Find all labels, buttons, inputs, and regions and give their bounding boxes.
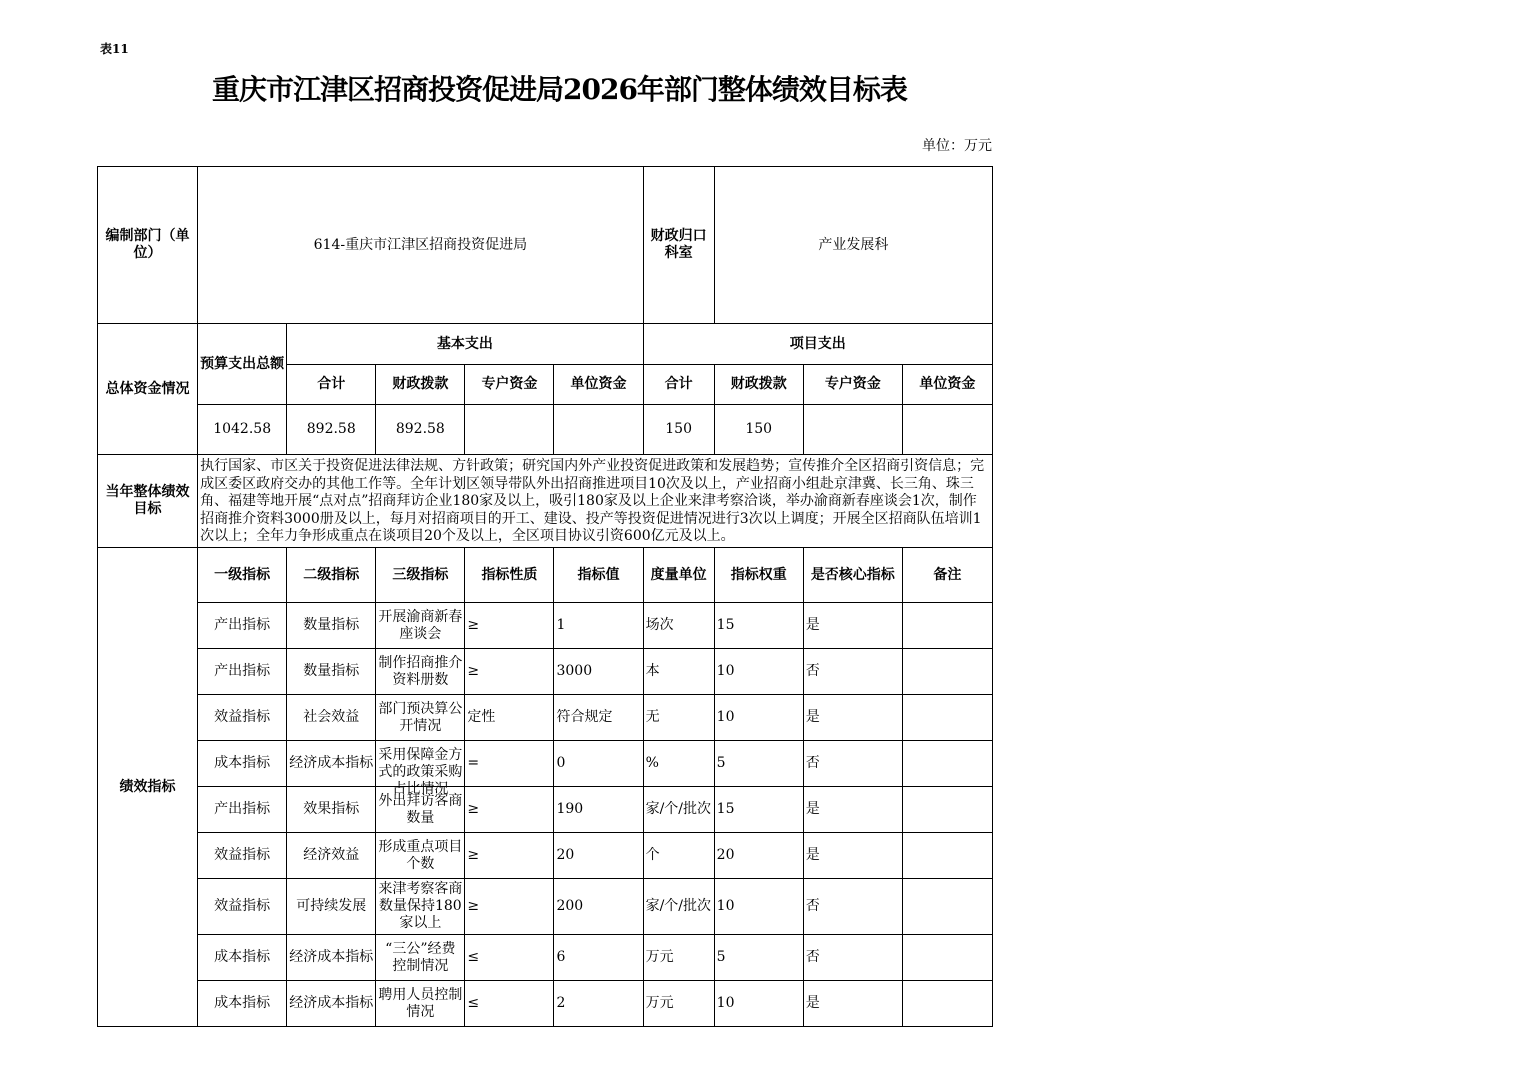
annual-goal-text: 执行国家、市区关于投资促进法律法规、方针政策；研究国内外产业投资促进政策和发展趋势；宣传推介全区招商引资信息；完成区委区政府交办的其他工作等。全年计划区领导带队外出招商推进项目10次及以上，产业招商小组赴京津冀、长三角、珠三角、福建等地开展“点对点”招商拜访企业180家及以上，吸引180家及以上企业来津考察洽谈，举办渝商新春座谈会1次，制作招商推介资料3000册及以上，每月对招商项目的开工、建设、投产等投资促进情况进行3次以上调度；开展全区招商队伍培训1次以上；全年力争形成重点在谈项目20个及以上，全区项目协议引资600亿元及以上。 xyxy=(198,455,993,548)
core-cell: 是 xyxy=(803,787,902,833)
level1-cell: 效益指标 xyxy=(198,695,287,741)
nature-cell: ≥ xyxy=(465,833,554,879)
unit-cell: 万元 xyxy=(643,981,714,1027)
level1-cell: 产出指标 xyxy=(198,649,287,695)
project-special-account-header: 专户资金 xyxy=(803,365,902,405)
value-cell: 190 xyxy=(554,787,643,833)
value-cell: 200 xyxy=(554,879,643,935)
nature-cell: ≥ xyxy=(465,879,554,935)
finance-dept-value-cell: 产业发展科 xyxy=(714,167,992,324)
project-total-value: 150 xyxy=(643,405,714,455)
table-row xyxy=(98,833,993,879)
level3-cell xyxy=(376,649,465,695)
core-cell: 否 xyxy=(803,879,902,935)
level1-cell: 成本指标 xyxy=(198,981,287,1027)
level3-cell xyxy=(376,787,465,833)
dept-value-cell: 614-重庆市江津区招商投资促进局 xyxy=(198,167,643,324)
weight-cell: 15 xyxy=(714,787,803,833)
remarks-cell xyxy=(902,833,992,879)
level1-cell: 产出指标 xyxy=(198,787,287,833)
nature-cell: ≥ xyxy=(465,603,554,649)
level3-text: 部门预决算公开情况 xyxy=(378,700,463,734)
unit-cell: % xyxy=(643,741,714,787)
level1-cell: 效益指标 xyxy=(198,833,287,879)
remarks-cell xyxy=(902,695,992,741)
weight-cell: 10 xyxy=(714,879,803,935)
project-unit-funds-header: 单位资金 xyxy=(902,365,992,405)
level1-cell: 效益指标 xyxy=(198,879,287,935)
unit-label: 单位：万元 xyxy=(922,138,992,154)
level3-text: 开展渝商新春座谈会 xyxy=(378,608,463,642)
core-cell: 是 xyxy=(803,695,902,741)
basic-total-header: 合计 xyxy=(287,365,376,405)
level3-text: 聘用人员控制情况 xyxy=(378,986,463,1020)
value-cell: 6 xyxy=(554,935,643,981)
level3-cell xyxy=(376,981,465,1027)
level3-text: 制作招商推介资料册数 xyxy=(378,654,463,688)
level3-text: 外出拜访客商数量 xyxy=(378,792,463,826)
basic-appropriation-header: 财政拨款 xyxy=(376,365,465,405)
measure-unit-header: 度量单位 xyxy=(643,548,714,603)
remarks-header: 备注 xyxy=(902,548,992,603)
table-row xyxy=(98,981,993,1027)
project-appropriation-header: 财政拨款 xyxy=(714,365,803,405)
project-expense-header: 项目支出 xyxy=(643,324,992,365)
level3-cell xyxy=(376,603,465,649)
level2-cell: 效果指标 xyxy=(287,787,376,833)
level3-cell: 来津考察客商数量保持180家以上 xyxy=(376,879,465,935)
level2-cell: 经济效益 xyxy=(287,833,376,879)
level1-cell: 成本指标 xyxy=(198,741,287,787)
weight-cell: 20 xyxy=(714,833,803,879)
value-cell: 符合规定 xyxy=(554,695,643,741)
table-row xyxy=(98,741,993,787)
weight-cell: 5 xyxy=(714,741,803,787)
unit-cell: 万元 xyxy=(643,935,714,981)
level2-indicator-header: 二级指标 xyxy=(287,548,376,603)
basic-appropriation-value: 892.58 xyxy=(376,405,465,455)
nature-cell: = xyxy=(465,741,554,787)
basic-expense-header: 基本支出 xyxy=(287,324,643,365)
table-row xyxy=(98,649,993,695)
finance-dept-label-cell: 财政归口科室 xyxy=(643,167,714,324)
table-row xyxy=(98,603,993,649)
level3-indicator-header: 三级指标 xyxy=(376,548,465,603)
performance-target-table xyxy=(97,166,993,1027)
core-cell: 是 xyxy=(803,981,902,1027)
unit-cell: 无 xyxy=(643,695,714,741)
level3-cell xyxy=(376,833,465,879)
level3-cell xyxy=(376,695,465,741)
level2-cell: 数量指标 xyxy=(287,603,376,649)
indicators-section-label: 绩效指标 xyxy=(98,548,198,1027)
dept-label-cell: 编制部门（单位） xyxy=(98,167,198,324)
level3-cell xyxy=(376,741,465,797)
value-cell: 20 xyxy=(554,833,643,879)
value-cell: 1 xyxy=(554,603,643,649)
basic-unit-funds-value xyxy=(554,405,643,455)
core-indicator-header: 是否核心指标 xyxy=(803,548,902,603)
core-cell: 否 xyxy=(803,741,902,787)
value-cell: 2 xyxy=(554,981,643,1027)
remarks-cell xyxy=(902,981,992,1027)
level3-text: 形成重点项目个数 xyxy=(378,838,463,872)
core-cell: 是 xyxy=(803,603,902,649)
remarks-cell xyxy=(902,649,992,695)
level2-cell: 可持续发展 xyxy=(287,879,376,935)
level3-text: 采用保障金方式的政策采购占比情况 xyxy=(378,746,463,797)
weight-cell: 10 xyxy=(714,649,803,695)
core-cell: 是 xyxy=(803,833,902,879)
budget-total-value: 1042.58 xyxy=(198,405,287,455)
indicator-weight-header: 指标权重 xyxy=(714,548,803,603)
table-row xyxy=(98,787,993,833)
basic-special-account-value xyxy=(465,405,554,455)
unit-cell: 个 xyxy=(643,833,714,879)
value-cell: 3000 xyxy=(554,649,643,695)
weight-cell: 15 xyxy=(714,603,803,649)
project-unit-funds-value xyxy=(902,405,992,455)
unit-cell: 家/个/批次 xyxy=(643,787,714,833)
nature-cell: ≤ xyxy=(465,935,554,981)
page-title: 重庆市江津区招商投资促进局2026年部门整体绩效目标表 xyxy=(212,73,907,106)
remarks-cell xyxy=(902,879,992,935)
core-cell: 否 xyxy=(803,935,902,981)
indicator-value-header: 指标值 xyxy=(554,548,643,603)
level2-cell: 经济成本指标 xyxy=(287,981,376,1027)
level1-cell: 产出指标 xyxy=(198,603,287,649)
unit-cell: 本 xyxy=(643,649,714,695)
core-cell: 否 xyxy=(803,649,902,695)
annual-goal-label: 当年整体绩效目标 xyxy=(98,455,198,548)
basic-unit-funds-header: 单位资金 xyxy=(554,365,643,405)
level3-cell xyxy=(376,935,465,981)
weight-cell: 10 xyxy=(714,981,803,1027)
value-cell: 0 xyxy=(554,741,643,787)
weight-cell: 5 xyxy=(714,935,803,981)
nature-cell: ≥ xyxy=(465,787,554,833)
indicator-nature-header: 指标性质 xyxy=(465,548,554,603)
level2-cell: 数量指标 xyxy=(287,649,376,695)
remarks-cell xyxy=(902,741,992,787)
project-total-header: 合计 xyxy=(643,365,714,405)
level2-cell: 经济成本指标 xyxy=(287,935,376,981)
table-number-label: 表11 xyxy=(100,42,129,56)
nature-cell: 定性 xyxy=(465,695,554,741)
table-row xyxy=(98,879,993,935)
level2-cell: 社会效益 xyxy=(287,695,376,741)
level1-indicator-header: 一级指标 xyxy=(198,548,287,603)
project-special-account-value xyxy=(803,405,902,455)
table-row xyxy=(98,935,993,981)
weight-cell: 10 xyxy=(714,695,803,741)
unit-cell: 家/个/批次 xyxy=(643,879,714,935)
funds-section-label: 总体资金情况 xyxy=(98,324,198,455)
level2-cell: 经济成本指标 xyxy=(287,741,376,787)
nature-cell: ≥ xyxy=(465,649,554,695)
table-row xyxy=(98,695,993,741)
basic-total-value: 892.58 xyxy=(287,405,376,455)
level1-cell: 成本指标 xyxy=(198,935,287,981)
remarks-cell xyxy=(902,935,992,981)
remarks-cell xyxy=(902,603,992,649)
level3-text: “三公”经费控制情况 xyxy=(385,940,456,974)
unit-cell: 场次 xyxy=(643,603,714,649)
project-appropriation-value: 150 xyxy=(714,405,803,455)
nature-cell: ≤ xyxy=(465,981,554,1027)
remarks-cell xyxy=(902,787,992,833)
basic-special-account-header: 专户资金 xyxy=(465,365,554,405)
budget-total-label: 预算支出总额 xyxy=(198,324,287,405)
